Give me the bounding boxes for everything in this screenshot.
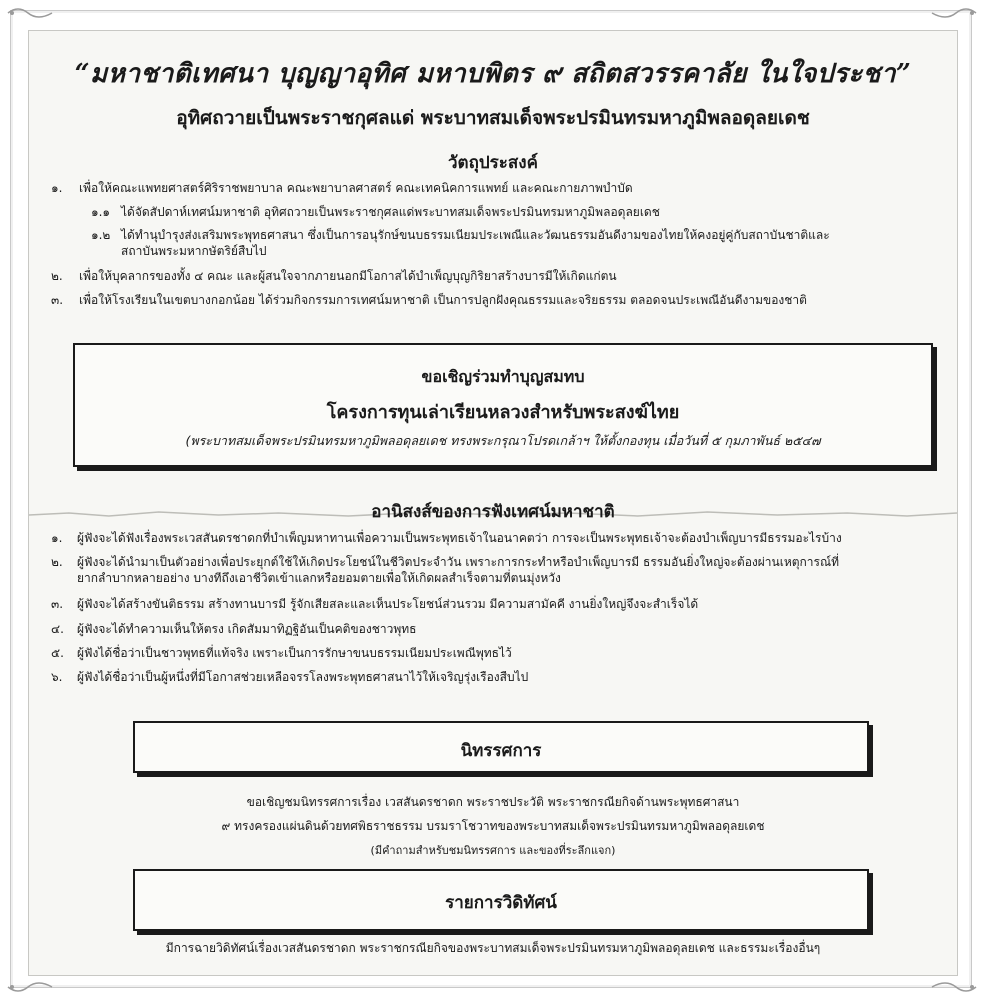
benefit-text-cont: ยากลำบากหลายอย่าง บางทีถึงเอาชีวิตเข้าแลกหรือยอมตายเพื่อให้เกิดผลสำเร็จตามที่ตนมุ่งหวัง: [77, 571, 561, 585]
benefits-heading: อานิสงส์ของการฟังเทศน์มหาชาติ: [371, 502, 615, 522]
video-line-1: มีการฉายวิดิทัศน์เรื่องเวสสันดรชาดก พระราชกรณียกิจของพระบาทสมเด็จพระปรมินทรมหาภูมิพลอดุลยเดช และธรรมะเรื่องอื่นๆ: [165, 941, 821, 955]
objective-text: ได้จัดสัปดาห์เทศน์มหาชาติ อุทิศถวายเป็นพระราชกุศลแด่พระบาทสมเด็จพระปรมินทรมหาภูมิพลอดุลยเดช: [121, 205, 660, 219]
exhibition-heading-box: [133, 721, 869, 773]
benefit-number: ๕.: [51, 646, 64, 660]
exhibition-line-2: ๙ ทรงครองแผ่นดินด้วยทศพิธราชธรรม บรมราโชวาทของพระบาทสมเด็จพระปรมินทรมหาภูมิพลอดุลยเดช: [221, 819, 765, 833]
invite-line-1: ขอเชิญร่วมทำบุญสมทบ: [421, 367, 585, 386]
objective-text-cont: สถาบันพระมหากษัตริย์สืบไป: [121, 244, 267, 258]
benefit-number: ๒.: [51, 555, 63, 569]
benefit-number: ๔.: [51, 622, 64, 636]
video-heading: รายการวิดิทัศน์: [445, 893, 557, 913]
corner-ornament-icon: [6, 978, 56, 996]
benefit-number: ๖.: [51, 670, 63, 684]
video-heading-box: [133, 869, 869, 931]
objective-number: ๑.๒: [91, 228, 111, 242]
objective-text: เพื่อให้คณะแพทยศาสตร์ศิริราชพยาบาล คณะพยาบาลศาสตร์ คณะเทคนิคการแพทย์ และคณะกายภาพบำบัด: [79, 181, 633, 195]
benefit-text: ผู้ฟังจะได้ทำความเห็นให้ตรง เกิดสัมมาทิฏฐิอันเป็นคติของชาวพุทธ: [77, 622, 417, 636]
corner-ornament-icon: [6, 4, 56, 22]
objective-text: เพื่อให้บุคลากรของทั้ง ๔ คณะ และผู้สนใจจากภายนอกมีโอกาสได้บำเพ็ญบุญกิริยาสร้างบารมีให้เกิดแก่ตน: [79, 269, 617, 283]
document-subtitle: อุทิศถวายเป็นพระราชกุศลแด่ พระบาทสมเด็จพระปรมินทรมหาภูมิพลอดุลยเดช: [176, 107, 810, 129]
exhibition-line-1: ขอเชิญชมนิทรรศการเรื่อง เวสสันดรชาดก พระราชประวัติ พระราชกรณียกิจด้านพระพุทธศาสนา: [246, 795, 740, 809]
objective-number: ๑.๑: [91, 205, 111, 219]
objective-number: ๓.: [51, 293, 64, 307]
objective-number: ๑.: [51, 181, 63, 195]
benefit-text: ผู้ฟังจะได้นำมาเป็นตัวอย่างเพื่อประยุกต์ใช้ให้เกิดประโยชน์ในชีวิตประจำวัน เพราะการกระทำหรือบำเพ็ญบารมี ธรรมอันยิ่งใหญ่จะต้องผ่านเหตุการณ์ที่: [77, 555, 840, 569]
benefit-text: ผู้ฟังได้ชื่อว่าเป็นผู้หนึ่งที่มีโอกาสช่วยเหลือจรรโลงพระพุทธศาสนาไว้ให้เจริญรุ่งเรืองสืบไป: [77, 670, 529, 684]
corner-ornament-icon: [928, 4, 978, 22]
exhibition-line-3: (มีคำถามสำหรับชมนิทรรศการ และของที่ระลึกแจก): [370, 844, 616, 857]
corner-ornament-icon: [928, 978, 978, 996]
invite-note: (พระบาทสมเด็จพระปรมินทรมหาภูมิพลอดุลยเดช ทรงพระกรุณาโปรดเกล้าฯ ให้ตั้งกองทุน เมื่อวันที่ ๕ กุมภาพันธ์ ๒๕๔๗: [185, 433, 821, 448]
objectives-heading: วัตถุประสงค์: [448, 153, 538, 173]
objective-text: ได้ทำนุบำรุงส่งเสริมพระพุทธศาสนา ซึ่งเป็นการอนุรักษ์ขนบธรรมเนียมประเพณีและวัฒนธรรมอันดีงามของไทยให้คงอยู่คู่กับสถาบันชาติและ: [121, 228, 830, 242]
benefit-text: ผู้ฟังจะได้สร้างขันติธรรม สร้างทานบารมี รู้จักเสียสละและเห็นประโยชน์ส่วนรวม มีความสามัคคี งานยิ่งใหญ่จึงจะสำเร็จได้: [77, 597, 699, 611]
objective-number: ๒.: [51, 269, 63, 283]
benefit-number: ๑.: [51, 531, 63, 545]
document-title: “มหาชาติเทศนา บุญญาอุทิศ มหาบพิตร ๙ สถิตสวรรคาลัย ในใจประชา”: [74, 59, 912, 89]
invite-line-2: โครงการทุนเล่าเรียนหลวงสำหรับพระสงฆ์ไทย: [326, 402, 680, 423]
objective-text: เพื่อให้โรงเรียนในเขตบางกอกน้อย ได้ร่วมกิจกรรมการเทศน์มหาชาติ เป็นการปลูกฝังคุณธรรมและจริยธรรม ตลอดจนประเพณีอันดีงามของชาติ: [79, 293, 807, 307]
benefit-number: ๓.: [51, 597, 64, 611]
exhibition-heading: นิทรรศการ: [460, 741, 542, 761]
benefit-text: ผู้ฟังจะได้ฟังเรื่องพระเวสสันดรชาดกที่บำเพ็ญมหาทานเพื่อความเป็นพระพุทธเจ้าในอนาคตว่า การจะเป็นพระพุทธเจ้าจะต้องบำเพ็ญบารมีธรรมอะไรบ้าง: [77, 531, 842, 545]
benefit-text: ผู้ฟังได้ชื่อว่าเป็นชาวพุทธที่แท้จริง เพราะเป็นการรักษาขนบธรรมเนียมประเพณีพุทธไว้: [77, 646, 512, 660]
donation-invite-box: [73, 343, 933, 467]
document-sheet: [28, 30, 958, 976]
